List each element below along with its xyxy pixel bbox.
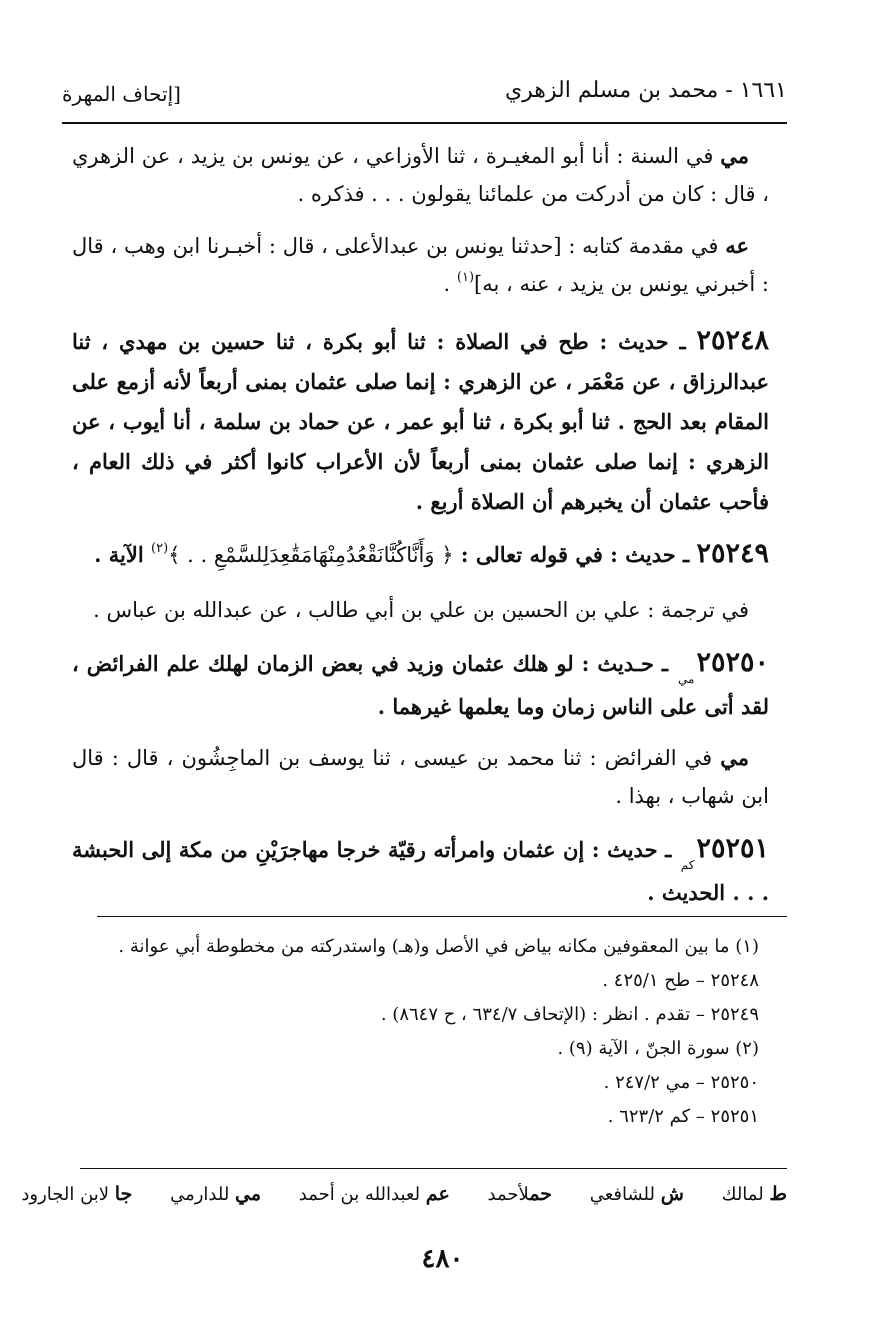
paragraph-text: في ترجمة : علي بن الحسين بن علي بن أبي طالب ، عن عبدالله بن عباس . xyxy=(93,598,749,622)
sigla-item xyxy=(283,1184,450,1205)
sigla-code: جا xyxy=(114,1183,133,1205)
hadith-text: ـ حـديث : لو هلك عثمان وزيد في بعض الزمان لهلك علم الفرائض ، لقد أتى على الناس زمان وما يعلمها غيرهما . xyxy=(72,651,769,719)
paragraph-text: في مقدمة كتابه : [حدثنا يونس بن عبدالأعلى ، قال : أخبـرنا ابن وهب ، قال : أخبرني يونس بن يزيد ، عنه ، به] xyxy=(72,234,769,296)
sigla-item xyxy=(5,1184,132,1205)
footnote-item: ٢٥٢٥٠ – مي ٢٤٧/٢ . xyxy=(603,1072,759,1093)
paragraph-text: في السنة : أنا أبو المغيـرة ، ثنا الأوزاعي ، عن يونس بن يزيد ، عن الزهري ، قال : كان من أدركت من علمائنا يقولون . . . فذكره . xyxy=(72,144,769,206)
sigla-code: ط xyxy=(769,1183,787,1205)
sigla-code: حم xyxy=(529,1183,552,1205)
hadith-text: ـ حديث : إن عثمان وامرأته رقيّة خرجا مهاجرَيْنِ من مكة إلى الحبشة . . . الحديث . xyxy=(72,837,769,905)
hadith-number: ٢٥٢٥١ xyxy=(696,833,769,864)
source-symbol: مي xyxy=(678,672,695,686)
paragraph-muqaddima xyxy=(72,227,769,307)
paragraph-faraid xyxy=(72,739,769,815)
footnote-item: ٢٥٢٤٩ – تقدم . انظر : (الإتحاف ٦٣٤/٧ ، ح ٨٦٤٧) . xyxy=(380,1004,759,1025)
footnote-item: ٢٥٢٥١ – كم ٦٢٣/٢ . xyxy=(607,1106,759,1127)
hadith-number: ٢٥٢٤٨ xyxy=(696,325,769,356)
page-number: ٤٨٠ xyxy=(421,1244,464,1274)
sigla-name: للشافعي xyxy=(589,1184,661,1205)
footnote-ref: (١) xyxy=(456,270,475,285)
hadith-text: ـ حديث : طح في الصلاة : ثنا أبو بكرة ، ثنا حسين بن مهدي ، ثنا عبدالرزاق ، عن مَعْمَر ، عن الزهري : إنما صلى عثمان بمنى أربعاً لأنه أزمع على المقام بعد الحج . ثنا أبو بكرة ، ثنا أبو عمر ، عن حماد بن سلمة ، أنا أيوب ، عن الزهري : إنما صلى عثمان بمنى أربعاً لأن الأعراب كانوا أكثر في ذلك العام ، فأحب عثمان أن يخبرهم أن الصلاة أربع . xyxy=(72,329,769,514)
sigla-name: للدارمي xyxy=(170,1184,236,1205)
sigla-rule xyxy=(80,1168,787,1169)
sigla-code: ش xyxy=(660,1183,684,1205)
source-symbol: كم xyxy=(680,858,695,872)
hadith-number: ٢٥٢٥٠ xyxy=(696,647,769,678)
sigla-item xyxy=(154,1184,261,1205)
source-code: مي xyxy=(720,143,749,168)
main-text xyxy=(72,137,769,925)
running-header xyxy=(62,72,787,124)
sigla-legend xyxy=(0,1183,787,1205)
paragraph-tarjama xyxy=(72,591,769,629)
hadith-number: ٢٥٢٤٩ xyxy=(696,538,769,569)
sigla-item xyxy=(706,1184,787,1205)
sigla-code: مي xyxy=(235,1183,262,1205)
paragraph-text: في الفرائض : ثنا محمد بن عيسى ، ثنا يوسف بن الماجِشُون ، قال : قال ابن شهاب ، بهذا . xyxy=(72,746,769,808)
header-book-title: [إتحاف المهرة xyxy=(62,82,181,106)
footnote-item: ٢٥٢٤٨ – طح ٤٢٥/١ . xyxy=(602,970,759,991)
hadith-text: ـ حديث : في قوله تعالى : xyxy=(453,542,697,567)
sigla-code: عم xyxy=(425,1183,450,1205)
hadith-25249 xyxy=(72,534,769,579)
sigla-name: لمالك xyxy=(721,1184,770,1205)
sigla-name: لأحمد xyxy=(487,1184,530,1205)
hadith-25248 xyxy=(72,321,769,522)
header-rule xyxy=(62,122,787,124)
sigla-name: لعبدالله بن أحمد xyxy=(298,1184,426,1205)
hadith-25250 xyxy=(72,643,769,727)
sigla-name: لابن الجارود xyxy=(21,1184,115,1205)
paragraph-sunan xyxy=(72,137,769,213)
footnote-item: (١) ما بين المعقوفين مكانه بياض في الأصل و(هـ) واستدركته من مخطوطة أبي عوانة . xyxy=(118,936,759,957)
quran-verse: ﴿ وَأَنَّاكُنَّانَقْعُدُمِنْهَامَقَٰعِدَلِلسَّمْعِ . . ﴾ xyxy=(168,543,454,567)
footnote-item: (٢) سورة الجنّ ، الآية (٩) . xyxy=(557,1038,759,1059)
sigla-item xyxy=(472,1184,552,1205)
hadith-tail: الآية . xyxy=(94,542,152,567)
source-code: مي xyxy=(720,745,749,770)
source-code: عه xyxy=(725,233,749,258)
sigla-item xyxy=(574,1184,684,1205)
paragraph-tail: . xyxy=(443,272,457,296)
hadith-25251 xyxy=(72,829,769,913)
footnote-rule xyxy=(97,916,787,917)
header-title: ١٦٦١ - محمد بن مسلم الزهري xyxy=(504,78,787,103)
footnote-ref: (٢) xyxy=(151,541,169,556)
footnotes xyxy=(60,930,759,1134)
